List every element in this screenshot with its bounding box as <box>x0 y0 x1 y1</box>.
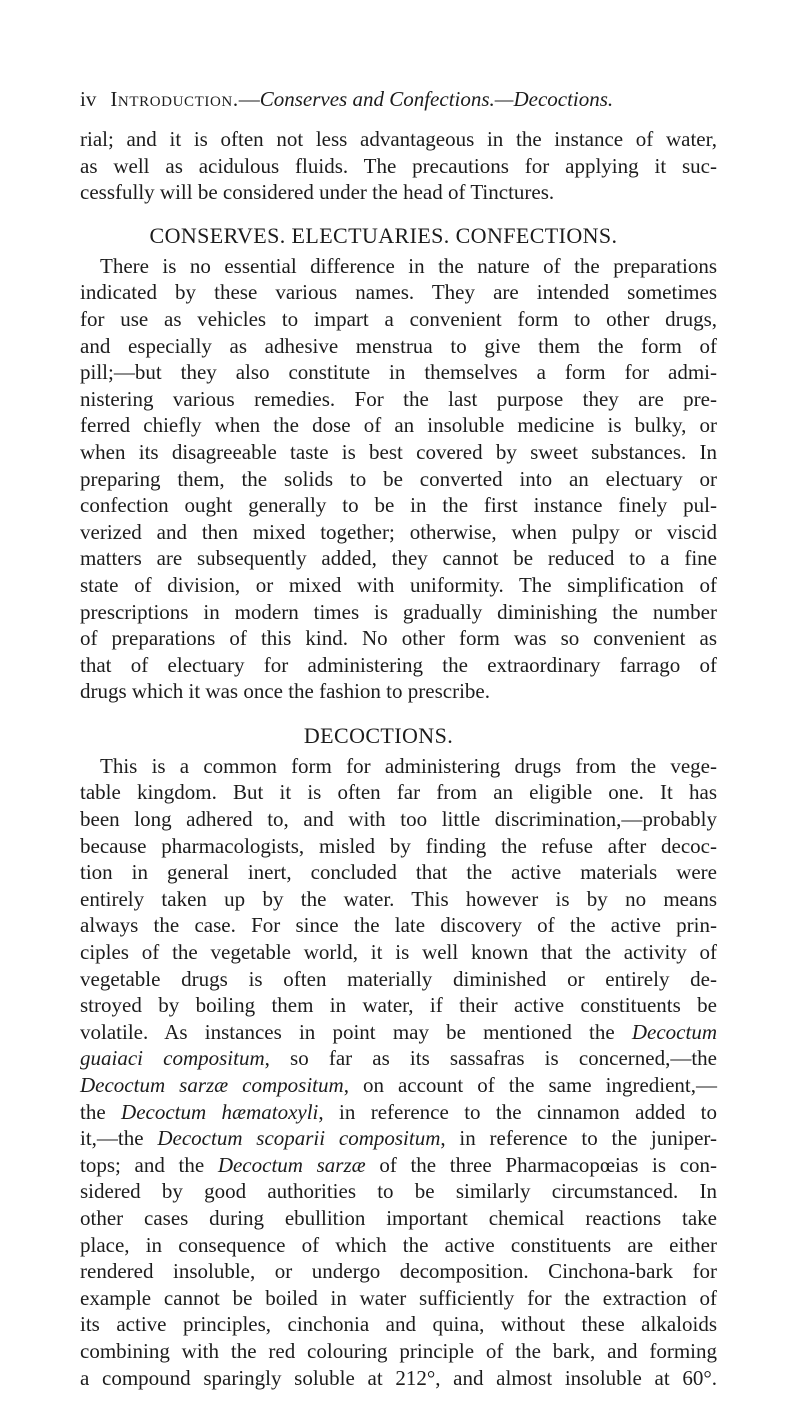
text-line: entirely taken up by the water. This however is by no means <box>80 886 717 911</box>
text-line: stroyed by boiling them in water, if their active constituents be <box>80 993 717 1018</box>
text-line: combining with the red colouring principle of the bark, and forming <box>80 1338 717 1363</box>
text-line: always the case. For since the late discovery of the active prin- <box>80 913 717 938</box>
text-line: table kingdom. But it is often far from an eligible one. It has <box>80 780 717 805</box>
text-line: ferred chiefly when the dose of an insoluble medicine is bulky, or <box>80 413 717 438</box>
text-line: as well as acidulous fluids. The precautions for applying it suc- <box>80 153 717 178</box>
section-heading-conserves: CONSERVES. ELECTUARIES. CONFECTIONS. <box>149 222 618 248</box>
paragraph-conserves <box>80 253 717 705</box>
text-line: that of electuary for administering the extraordinary farrago of <box>80 652 717 677</box>
text-line: drugs which it was once the fashion to prescribe. <box>80 679 490 704</box>
text-line: There is no essential difference in the nature of the preparations <box>100 253 717 278</box>
head-dash: — <box>238 87 260 111</box>
text-run: of the three Pharmacopœias is con- <box>379 1152 718 1177</box>
text-line: pill;—but they also constitute in themselves a form for admi- <box>80 360 717 385</box>
latin-term: Decoctum <box>631 1019 717 1044</box>
text-line: This is a common form for administering drugs from the vege- <box>100 753 717 778</box>
text-line: sidered by good authorities to be similarly circumstanced. In <box>80 1179 717 1204</box>
latin-term: guaiaci compositum <box>80 1046 265 1071</box>
text-run: tops; and the <box>80 1152 205 1177</box>
text-line: when its disagreeable taste is best covered by sweet substances. In <box>80 439 717 464</box>
text-line <box>80 1045 717 1072</box>
latin-term: Decoctum sarzæ compositum <box>80 1073 344 1097</box>
text-line <box>80 1072 717 1099</box>
text-line: tion in general inert, concluded that the active materials were <box>80 860 717 885</box>
text-line: a compound sparingly soluble at 212°, and almost insoluble at 60°. <box>80 1365 717 1390</box>
text-run: , so far as its sassafras is concerned,—the <box>264 1046 717 1071</box>
paragraph-intro-end <box>80 126 717 206</box>
text-line: cessfully will be considered under the head of Tinctures. <box>80 180 555 205</box>
text-line: place, in consequence of which the active constituents are either <box>80 1232 717 1257</box>
text-run: volatile. As instances in point may be mentioned the <box>80 1019 615 1044</box>
text-run: , in reference to the cinnamon added to <box>318 1099 717 1124</box>
paragraph-decoctions <box>80 753 717 1391</box>
text-line <box>80 1125 717 1152</box>
text-line: prescriptions in modern times is gradually diminishing the number <box>80 599 717 624</box>
text-run: it,—the <box>80 1126 144 1151</box>
text-line: its active principles, cinchonia and quina, without these alkaloids <box>80 1312 717 1337</box>
text-run: the <box>80 1099 106 1124</box>
text-line: been long adhered to, and with too little discrimination,—probably <box>80 807 717 832</box>
latin-term: Decoctum scoparii compositum <box>157 1126 441 1151</box>
text-run: , on account of the same ingredient,— <box>343 1073 718 1097</box>
text-line: matters are subsequently added, they cannot be reduced to a fine <box>80 546 717 571</box>
latin-term: Decoctum hæmatoxyli <box>121 1099 319 1124</box>
text-line: preparing them, the solids to be converted into an electuary or <box>80 466 717 491</box>
text-line: state of division, or mixed with uniformity. The simplification of <box>80 572 717 597</box>
text-line: because pharmacologists, misled by finding the refuse after decoc- <box>80 833 717 858</box>
text-line: example cannot be boiled in water sufficiently for the extraction of <box>80 1285 717 1310</box>
text-run: , in reference to the juniper- <box>440 1126 717 1151</box>
text-line <box>80 1099 717 1126</box>
text-line: confection ought generally to be in the first instance finely pul- <box>80 493 717 518</box>
section-heading-decoctions: DECOCTIONS. <box>303 722 454 748</box>
text-line: ciples of the vegetable world, it is well known that the activity of <box>80 940 717 965</box>
section-label: Introduction. <box>110 87 239 111</box>
text-line: vegetable drugs is often materially diminished or entirely de- <box>80 966 717 991</box>
text-line: for use as vehicles to impart a convenient form to other drugs, <box>80 306 717 331</box>
text-line: other cases during ebullition important chemical reactions take <box>80 1205 717 1230</box>
text-line: and especially as adhesive menstrua to give them the form of <box>80 333 717 358</box>
latin-term: Decoctum sarzæ <box>217 1152 366 1177</box>
text-line: nistering various remedies. For the last purpose they are pre- <box>80 386 717 411</box>
text-line: verized and then mixed together; otherwise, when pulpy or viscid <box>80 519 717 544</box>
book-page <box>80 86 717 1391</box>
text-line <box>80 1019 717 1046</box>
text-line: rial; and it is often not less advantageous in the instance of water, <box>80 127 717 151</box>
text-line: rendered insoluble, or undergo decomposition. Cinchona-bark for <box>80 1259 717 1284</box>
text-line: indicated by these various names. They are intended sometimes <box>80 280 717 305</box>
running-title: Conserves and Confections.—Decoctions. <box>259 87 614 111</box>
page-number: iv <box>80 87 97 111</box>
running-head <box>80 86 717 112</box>
text-line: of preparations of this kind. No other form was so convenient as <box>80 626 717 651</box>
text-line <box>80 1152 717 1179</box>
